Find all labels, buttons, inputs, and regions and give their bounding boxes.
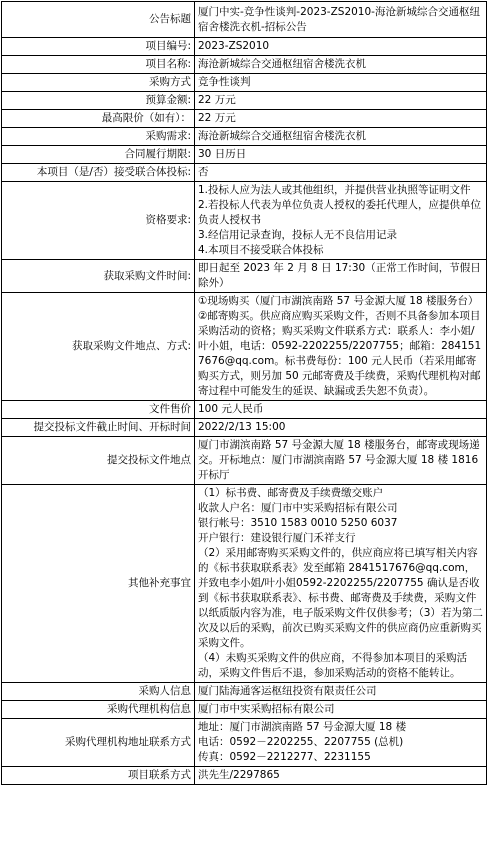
row-agency-contact	[2, 719, 487, 767]
row-consortium	[2, 164, 487, 182]
row-get-time	[2, 260, 487, 293]
qualification-line: 3.经信用记录查询，投标人无不良信用记录	[198, 229, 398, 241]
qualification-line: 4.本项目不接受联合体投标	[198, 244, 324, 256]
label-method: 采购方式	[2, 74, 195, 92]
row-other	[2, 485, 487, 683]
value-other	[195, 485, 487, 683]
row-project-contact	[2, 767, 487, 785]
row-max-price	[2, 110, 487, 128]
row-submit-place	[2, 437, 487, 485]
row-get-place	[2, 293, 487, 401]
row-title	[2, 2, 487, 38]
label-max-price: 最高限价（如有）：	[2, 110, 195, 128]
value-consortium: 否	[195, 164, 487, 182]
label-other: 其他补充事宜	[2, 485, 195, 683]
value-term: 30 日历日	[195, 146, 487, 164]
label-deadline: 提交投标文件截止时间、开标时间	[2, 419, 195, 437]
label-budget: 预算金额:	[2, 92, 195, 110]
value-project-contact: 洪先生/2297865	[195, 767, 487, 785]
label-project-contact: 项目联系方式	[2, 767, 195, 785]
other-line: （1）标书费、邮寄费及手续费缴交账户	[198, 487, 384, 499]
qualification-line: 1.投标人应为法人或其他组织，并提供营业执照等证明文件	[198, 184, 471, 196]
label-term: 合同履行期限:	[2, 146, 195, 164]
value-demand: 海沧新城综合交通枢纽宿舍楼洗衣机	[195, 128, 487, 146]
label-purchaser: 采购人信息	[2, 683, 195, 701]
label-title: 公告标题	[2, 2, 195, 38]
label-submit-place: 提交投标文件地点	[2, 437, 195, 485]
value-agency: 厦门市中实采购招标有限公司	[195, 701, 487, 719]
other-line: 开户银行：建设银行厦门禾祥支行	[198, 532, 356, 544]
label-project-name: 项目名称:	[2, 56, 195, 74]
agency-contact-line: 传真：0592－2212277、2231155	[198, 751, 371, 763]
qualification-line: 2.若投标人代表为单位负责人授权的委托代理人，应提供单位负责人授权书	[198, 199, 482, 226]
label-project-no: 项目编号:	[2, 38, 195, 56]
announcement-table	[1, 1, 487, 785]
value-deadline: 2022/2/13 15:00	[195, 419, 487, 437]
value-get-place: ①现场购买（厦门市湖滨南路 57 号金源大厦 18 楼服务台）②邮寄购买。供应商应购买采购文件，否则不具备参加本项目采购活动的资格；购买采购文件联系方式：联系人：李小姐/叶小姐，电话：0592-2202255/2207755；邮箱：2841517676@qq.com。标书费每份：100 元人民币（若采用邮寄购买方式，则另加 50 元邮寄费及手续费，采购代理机构对邮寄过程中可能发生的延误、缺漏或丢失恕不负责）。	[195, 293, 487, 401]
label-get-time: 获取采购文件时间:	[2, 260, 195, 293]
value-project-no: 2023-ZS2010	[195, 38, 487, 56]
row-term	[2, 146, 487, 164]
value-budget: 22 万元	[195, 92, 487, 110]
row-project-name	[2, 56, 487, 74]
value-submit-place: 厦门市湖滨南路 57 号金源大厦 18 楼服务台，邮寄或现场递交。开标地点：厦门市湖滨南路 57 号金源大厦 18 楼 1816 开标厅	[195, 437, 487, 485]
agency-contact-line: 电话：0592－2202255、2207755 (总机)	[198, 736, 404, 748]
agency-contact-line: 地址：厦门市湖滨南路 57 号金源大厦 18 楼	[198, 721, 407, 733]
label-demand: 采购需求:	[2, 128, 195, 146]
row-budget	[2, 92, 487, 110]
label-agency-contact: 采购代理机构地址联系方式	[2, 719, 195, 767]
value-purchaser: 厦门陆海通客运枢纽投资有限责任公司	[195, 683, 487, 701]
other-line: 收款人户名：厦门市中实采购招标有限公司	[198, 502, 398, 514]
row-purchaser	[2, 683, 487, 701]
value-agency-contact	[195, 719, 487, 767]
value-title: 厦门中实-竞争性谈判-2023-ZS2010-海沧新城综合交通枢纽宿舍楼洗衣机-招标公告	[195, 2, 487, 38]
label-consortium: 本项目（是/否）接受联合体投标:	[2, 164, 195, 182]
label-qualification: 资格要求:	[2, 182, 195, 260]
label-price: 文件售价	[2, 401, 195, 419]
value-price: 100 元人民币	[195, 401, 487, 419]
value-get-time: 即日起至 2023 年 2 月 8 日 17:30（正常工作时间，节假日除外）	[195, 260, 487, 293]
label-get-place: 获取采购文件地点、方式:	[2, 293, 195, 401]
value-project-name: 海沧新城综合交通枢纽宿舍楼洗衣机	[195, 56, 487, 74]
label-agency: 采购代理机构信息	[2, 701, 195, 719]
row-project-no	[2, 38, 487, 56]
row-deadline	[2, 419, 487, 437]
value-method: 竞争性谈判	[195, 74, 487, 92]
other-line: （2）采用邮寄购买采购文件的，供应商应将已填写相关内容的《标书获取联系表》发至邮箱 2841517676@qq.com，并致电李小姐/叶小姐0592-2202255/2207755 确认是否收到《标书获取联系表》、标书费、邮寄费及手续费，采购文件以纸质版内容为准，电子版采购文件仅供参考；（3）若为第二次及以后的采购，前次已购买采购文件的供应商仍应重新购买采购文件。	[198, 547, 483, 649]
row-price	[2, 401, 487, 419]
row-qualification	[2, 182, 487, 260]
row-agency	[2, 701, 487, 719]
row-demand	[2, 128, 487, 146]
value-max-price: 22 万元	[195, 110, 487, 128]
value-qualification	[195, 182, 487, 260]
row-method	[2, 74, 487, 92]
other-line: 银行帐号：3510 1583 0010 5250 6037	[198, 517, 398, 529]
other-line: （4）未购买采购文件的供应商，不得参加本项目的采购活动，采购文件售后不退，参加采购活动的资格不能转让。	[198, 652, 468, 679]
